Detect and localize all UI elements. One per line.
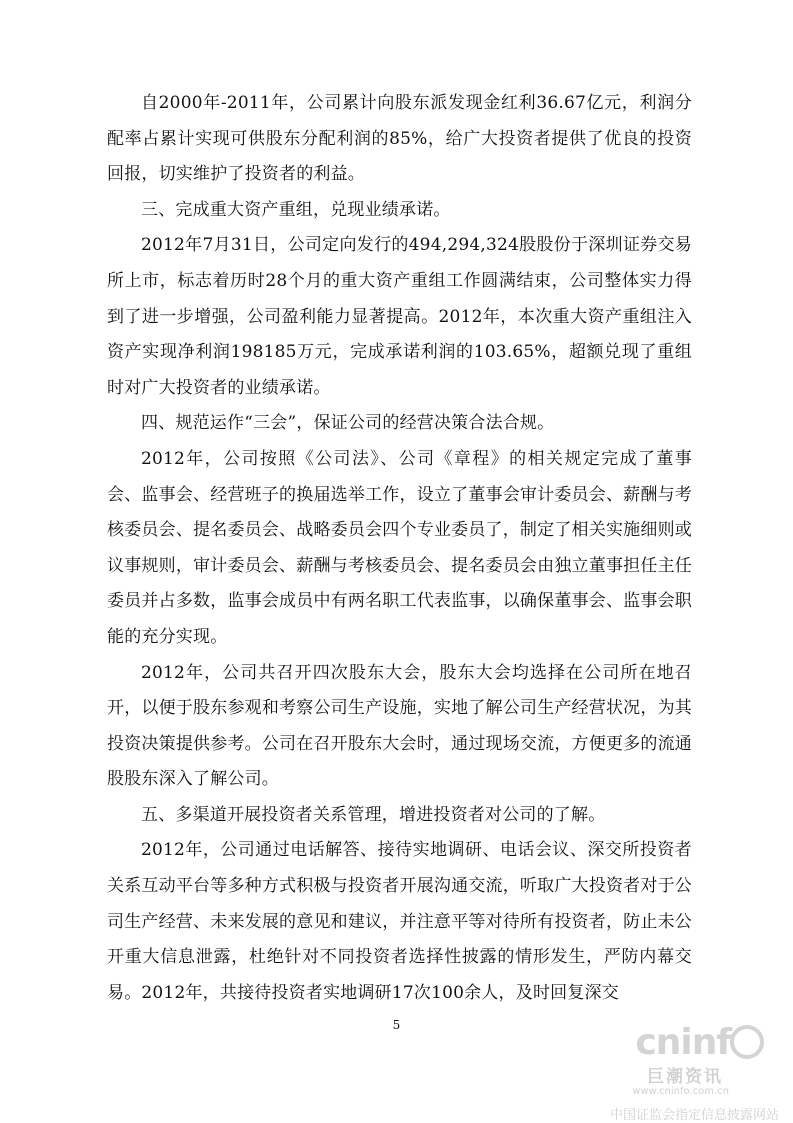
paragraph-shareholder-meetings: 2012年，公司共召开四次股东大会，股东大会均选择在公司所在地召开，以便于股东参观和考察公司生产设施，实地了解公司生产经营状况，为其投资决策提供参考。公司在召开股东大会时，通过现场交流，方便更多的流通股股东深入了解公司。 bbox=[107, 662, 692, 790]
cninfo-watermark bbox=[565, 1020, 779, 1123]
paragraph-board-elections: 2012年，公司按照《公司法》、公司《章程》的相关规定完成了董事会、监事会、经营班子的换届选举工作，设立了董事会审计委员会、薪酬与考核委员会、提名委员会、战略委员会四个专业委员了，制定了相关实施细则或议事规则，审计委员会、薪酬与考核委员会、提名委员会由独立董事担任主任委员并占多数，监事会成员中有两名职工代表监事，以确保董事会、监事会职能的充分实现。 bbox=[107, 448, 692, 647]
page-number: 5 bbox=[392, 1018, 401, 1032]
watermark-chinese-name: 巨潮资讯 bbox=[647, 1067, 723, 1087]
paragraph-investor-relations: 2012年，公司通过电话解答、接待实地调研、电话会议、深交所投资者关系互动平台等多种方式积极与投资者开展沟通交流，听取广大投资者对于公司生产经营、未来发展的意见和建议，并注意平等对待所有投资者，防止未公开重大信息泄露，杜绝针对不同投资者选择性披露的情形发生，严防内幕交易。2012年，共接待投资者实地调研17次100余人，及时回复深交 bbox=[107, 840, 692, 1003]
section-heading-4: 四、规范运作“三会”，保证公司的经营决策合法合规。 bbox=[141, 413, 555, 434]
watermark-logo-text: cninf bbox=[635, 1022, 731, 1063]
watermark-tagline: 中国证监会指定信息披露网站 bbox=[609, 1108, 779, 1123]
cninfo-swirl-icon bbox=[729, 1024, 765, 1060]
paragraph-dividend: 自2000年-2011年，公司累计向股东派发现金红利36.67亿元，利润分配率占累计实现可供股东分配利润的85%，给广大投资者提供了优良的投资回报，切实维护了投资者的利益。 bbox=[107, 93, 692, 185]
paragraph-restructuring: 2012年7月31日，公司定向发行的494,294,324股股份于深圳证券交易所上市，标志着历时28个月的重大资产重组工作圆满结束，公司整体实力得到了进一步增强，公司盈利能力显著提高。2012年，本次重大资产重组注入资产实现净利润198185万元，完成承诺利润的103.65%，超额兑现了重组时对广大投资者的业绩承诺。 bbox=[107, 235, 692, 398]
section-heading-5: 五、多渠道开展投资者关系管理，增进投资者对公司的了解。 bbox=[141, 804, 606, 825]
document-body bbox=[107, 86, 692, 1011]
section-heading-3: 三、完成重大资产重组，兑现业绩承诺。 bbox=[141, 199, 451, 220]
watermark-url: www.cninfo.com.cn bbox=[632, 1086, 729, 1097]
